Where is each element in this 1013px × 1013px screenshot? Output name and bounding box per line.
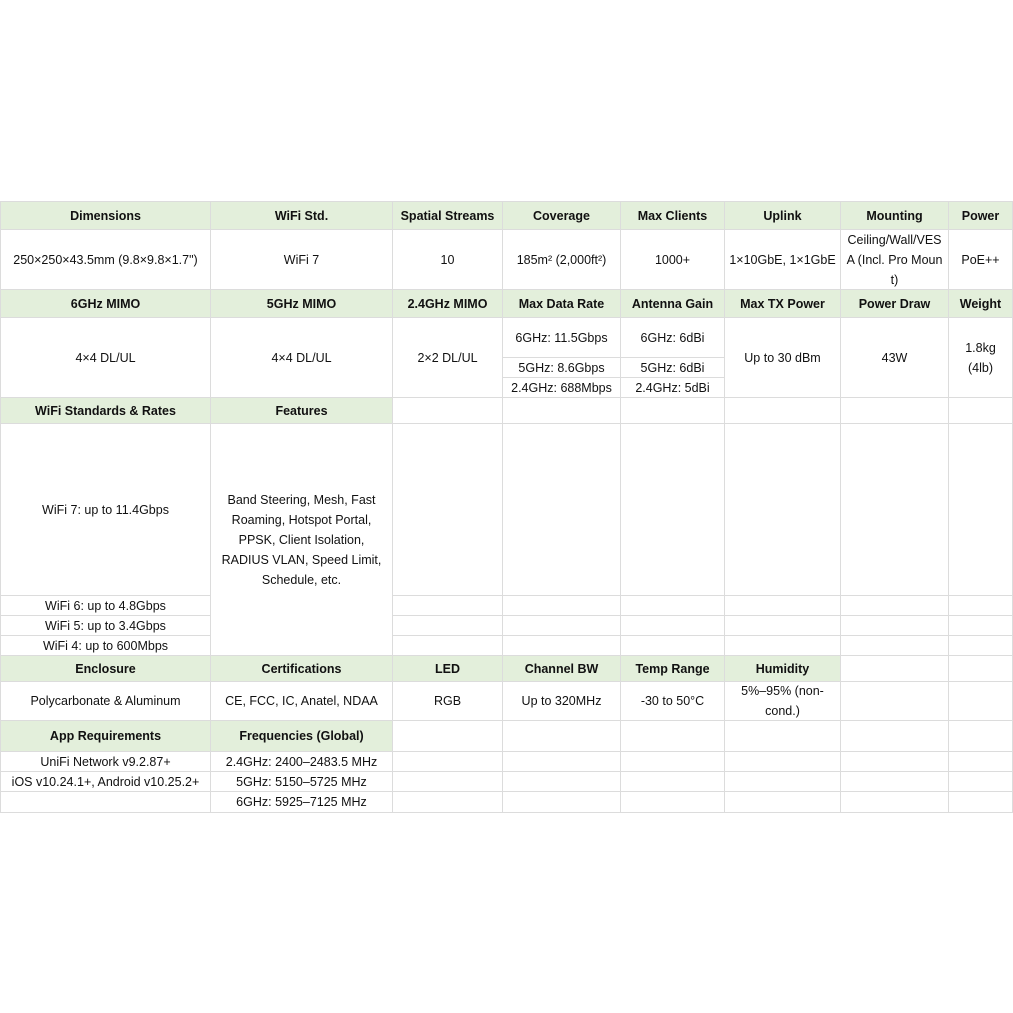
header-5ghz-mimo: 5GHz MIMO xyxy=(211,290,393,318)
empty-cell xyxy=(841,616,949,636)
empty-cell xyxy=(503,721,621,752)
empty-cell xyxy=(393,772,503,792)
empty-cell xyxy=(841,656,949,682)
empty-cell xyxy=(725,616,841,636)
empty-cell xyxy=(949,424,1013,596)
empty-cell xyxy=(949,398,1013,424)
value-temp-range: -30 to 50°C xyxy=(621,682,725,721)
empty-cell xyxy=(503,616,621,636)
header-dimensions: Dimensions xyxy=(0,201,211,230)
header-weight: Weight xyxy=(949,290,1013,318)
empty-cell xyxy=(393,636,503,656)
empty-cell xyxy=(393,424,503,596)
empty-cell xyxy=(841,752,949,772)
value-spatial-streams: 10 xyxy=(393,230,503,290)
value-app-mobile: iOS v10.24.1+, Android v10.25.2+ xyxy=(0,772,211,792)
value-antenna-gain-5ghz: 5GHz: 6dBi xyxy=(621,358,725,378)
empty-cell xyxy=(949,772,1013,792)
empty-cell xyxy=(621,752,725,772)
empty-cell xyxy=(725,424,841,596)
empty-cell xyxy=(949,616,1013,636)
value-frequency-6ghz: 6GHz: 5925–7125 MHz xyxy=(211,792,393,813)
header-max-data-rate: Max Data Rate xyxy=(503,290,621,318)
header-max-clients: Max Clients xyxy=(621,201,725,230)
value-rate-wifi5: WiFi 5: up to 3.4Gbps xyxy=(0,616,211,636)
empty-cell xyxy=(621,616,725,636)
empty-cell xyxy=(621,596,725,616)
empty-cell xyxy=(621,721,725,752)
value-rate-wifi6: WiFi 6: up to 4.8Gbps xyxy=(0,596,211,616)
header-power: Power xyxy=(949,201,1013,230)
value-power-draw: 43W xyxy=(841,318,949,398)
empty-cell xyxy=(503,596,621,616)
value-max-data-rate-24ghz: 2.4GHz: 688Mbps xyxy=(503,378,621,398)
header-led: LED xyxy=(393,656,503,682)
value-antenna-gain-6ghz: 6GHz: 6dBi xyxy=(621,318,725,358)
empty-cell xyxy=(393,616,503,636)
empty-cell xyxy=(949,752,1013,772)
value-led: RGB xyxy=(393,682,503,721)
empty-cell xyxy=(0,792,211,813)
value-antenna-gain-24ghz: 2.4GHz: 5dBi xyxy=(621,378,725,398)
empty-cell xyxy=(621,424,725,596)
empty-cell xyxy=(725,752,841,772)
empty-cell xyxy=(503,772,621,792)
header-24ghz-mimo: 2.4GHz MIMO xyxy=(393,290,503,318)
empty-cell xyxy=(841,636,949,656)
header-wifi-std: WiFi Std. xyxy=(211,201,393,230)
header-channel-bw: Channel BW xyxy=(503,656,621,682)
value-weight: 1.8kg (4lb) xyxy=(949,318,1013,398)
empty-cell xyxy=(841,682,949,721)
value-coverage: 185m² (2,000ft²) xyxy=(503,230,621,290)
empty-cell xyxy=(503,398,621,424)
empty-cell xyxy=(725,721,841,752)
header-humidity: Humidity xyxy=(725,656,841,682)
header-uplink: Uplink xyxy=(725,201,841,230)
header-enclosure: Enclosure xyxy=(0,656,211,682)
empty-cell xyxy=(621,792,725,813)
value-mounting: Ceiling/Wall/VESA (Incl. Pro Mount) xyxy=(841,230,949,290)
empty-cell xyxy=(725,398,841,424)
value-enclosure: Polycarbonate & Aluminum xyxy=(0,682,211,721)
header-certifications: Certifications xyxy=(211,656,393,682)
value-uplink: 1×10GbE, 1×1GbE xyxy=(725,230,841,290)
empty-cell xyxy=(393,398,503,424)
empty-cell xyxy=(949,721,1013,752)
header-frequencies: Frequencies (Global) xyxy=(211,721,393,752)
empty-cell xyxy=(841,398,949,424)
value-channel-bw: Up to 320MHz xyxy=(503,682,621,721)
value-app-unifi-network: UniFi Network v9.2.87+ xyxy=(0,752,211,772)
empty-cell xyxy=(393,721,503,752)
empty-cell xyxy=(503,424,621,596)
empty-cell xyxy=(621,398,725,424)
empty-cell xyxy=(841,721,949,752)
empty-cell xyxy=(503,636,621,656)
empty-cell xyxy=(949,636,1013,656)
value-max-data-rate-6ghz: 6GHz: 11.5Gbps xyxy=(503,318,621,358)
value-power: PoE++ xyxy=(949,230,1013,290)
empty-cell xyxy=(841,596,949,616)
empty-cell xyxy=(725,636,841,656)
value-frequency-24ghz: 2.4GHz: 2400–2483.5 MHz xyxy=(211,752,393,772)
header-wifi-standards-rates: WiFi Standards & Rates xyxy=(0,398,211,424)
value-humidity: 5%–95% (non-cond.) xyxy=(725,682,841,721)
header-6ghz-mimo: 6GHz MIMO xyxy=(0,290,211,318)
value-24ghz-mimo: 2×2 DL/UL xyxy=(393,318,503,398)
value-max-tx-power: Up to 30 dBm xyxy=(725,318,841,398)
value-max-data-rate-5ghz: 5GHz: 8.6Gbps xyxy=(503,358,621,378)
header-mounting: Mounting xyxy=(841,201,949,230)
empty-cell xyxy=(393,752,503,772)
value-5ghz-mimo: 4×4 DL/UL xyxy=(211,318,393,398)
header-antenna-gain: Antenna Gain xyxy=(621,290,725,318)
empty-cell xyxy=(621,772,725,792)
value-features: Band Steering, Mesh, Fast Roaming, Hotspot Portal, PPSK, Client Isolation, RADIUS VLAN, Speed Limit, Schedule, etc. xyxy=(211,424,393,656)
header-spatial-streams: Spatial Streams xyxy=(393,201,503,230)
header-features: Features xyxy=(211,398,393,424)
empty-cell xyxy=(841,792,949,813)
empty-cell xyxy=(503,752,621,772)
empty-cell xyxy=(503,792,621,813)
empty-cell xyxy=(725,792,841,813)
value-rate-wifi4: WiFi 4: up to 600Mbps xyxy=(0,636,211,656)
empty-cell xyxy=(621,636,725,656)
empty-cell xyxy=(949,682,1013,721)
value-rate-wifi7: WiFi 7: up to 11.4Gbps xyxy=(0,424,211,596)
header-coverage: Coverage xyxy=(503,201,621,230)
header-max-tx-power: Max TX Power xyxy=(725,290,841,318)
empty-cell xyxy=(841,424,949,596)
empty-cell xyxy=(393,596,503,616)
header-temp-range: Temp Range xyxy=(621,656,725,682)
empty-cell xyxy=(949,792,1013,813)
value-certifications: CE, FCC, IC, Anatel, NDAA xyxy=(211,682,393,721)
header-power-draw: Power Draw xyxy=(841,290,949,318)
header-app-requirements: App Requirements xyxy=(0,721,211,752)
empty-cell xyxy=(725,596,841,616)
value-wifi-std: WiFi 7 xyxy=(211,230,393,290)
empty-cell xyxy=(949,596,1013,616)
empty-cell xyxy=(949,656,1013,682)
empty-cell xyxy=(393,792,503,813)
value-dimensions: 250×250×43.5mm (9.8×9.8×1.7") xyxy=(0,230,211,290)
empty-cell xyxy=(841,772,949,792)
spec-sheet-table xyxy=(0,201,1013,813)
value-frequency-5ghz: 5GHz: 5150–5725 MHz xyxy=(211,772,393,792)
empty-cell xyxy=(725,772,841,792)
value-max-clients: 1000+ xyxy=(621,230,725,290)
value-6ghz-mimo: 4×4 DL/UL xyxy=(0,318,211,398)
